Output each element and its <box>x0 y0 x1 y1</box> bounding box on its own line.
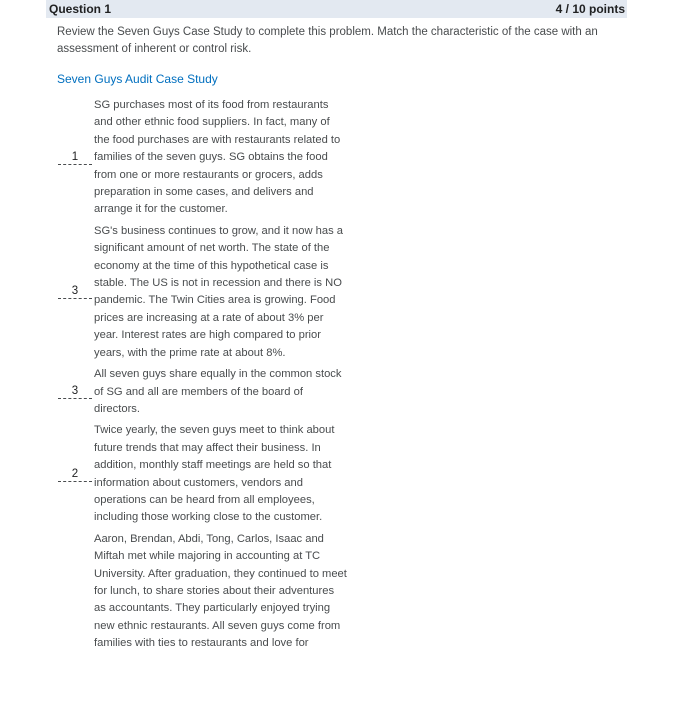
matching-item-3 <box>58 366 348 418</box>
matching-item-4 <box>58 422 348 526</box>
answer-blank-2[interactable]: 3 <box>58 285 92 299</box>
item-text-5: Aaron, Brendan, Abdi, Tong, Carlos, Isaac and Miftah met while majoring in accounting at TC University. After graduation, they continued to meet for lunch, to share stories about their adventures as accountants. They particularly enjoyed trying new ethnic restaurants. All seven guys come from families with ties to restaurants and love for <box>94 532 347 650</box>
question-score: 4 / 10 points <box>555 2 625 16</box>
case-study-link[interactable]: Seven Guys Audit Case Study <box>57 72 218 86</box>
matching-item-1 <box>58 97 348 219</box>
matching-items-list <box>58 97 348 657</box>
question-header <box>46 0 627 18</box>
item-text-1: SG purchases most of its food from restaurants and other ethnic food suppliers. In fact, many of the food purchases are with restaurants related to families of the seven guys. SG obtains the food from one or more restaurants or grocers, adds preparation in some cases, and delivers and arrange it for the customer. <box>94 99 341 216</box>
answer-blank-1[interactable]: 1 <box>58 151 92 165</box>
question-label: Question 1 <box>49 2 112 16</box>
answer-blank-4[interactable]: 2 <box>58 468 92 482</box>
item-text-3: All seven guys share equally in the common stock of SG and all are members of the board of directors. <box>94 368 342 415</box>
matching-item-2 <box>58 223 348 362</box>
question-prompt: Review the Seven Guys Case Study to complete this problem. Match the characteristic of the case with an assessment of inherent or control risk. <box>57 26 598 55</box>
matching-item-5 <box>58 531 348 653</box>
item-text-4: Twice yearly, the seven guys meet to think about future trends that may affect their business. In addition, monthly staff meetings are held so that information about customers, vendors and operations can be heard from all employees, including those working close to the customer. <box>94 424 335 524</box>
answer-blank-5[interactable] <box>58 591 92 593</box>
item-text-2: SG's business continues to grow, and it now has a significant amount of net worth. The state of the economy at the time of this hypothetical case is stable. The US is not in recession and there is NO pandemic. The Twin Cities area is growing. Food prices are increasing at a rate of about 3% per year. Interest rates are high compared to prior years, with the prime rate at about 8%. <box>94 224 344 359</box>
answer-blank-3[interactable]: 3 <box>58 385 92 399</box>
